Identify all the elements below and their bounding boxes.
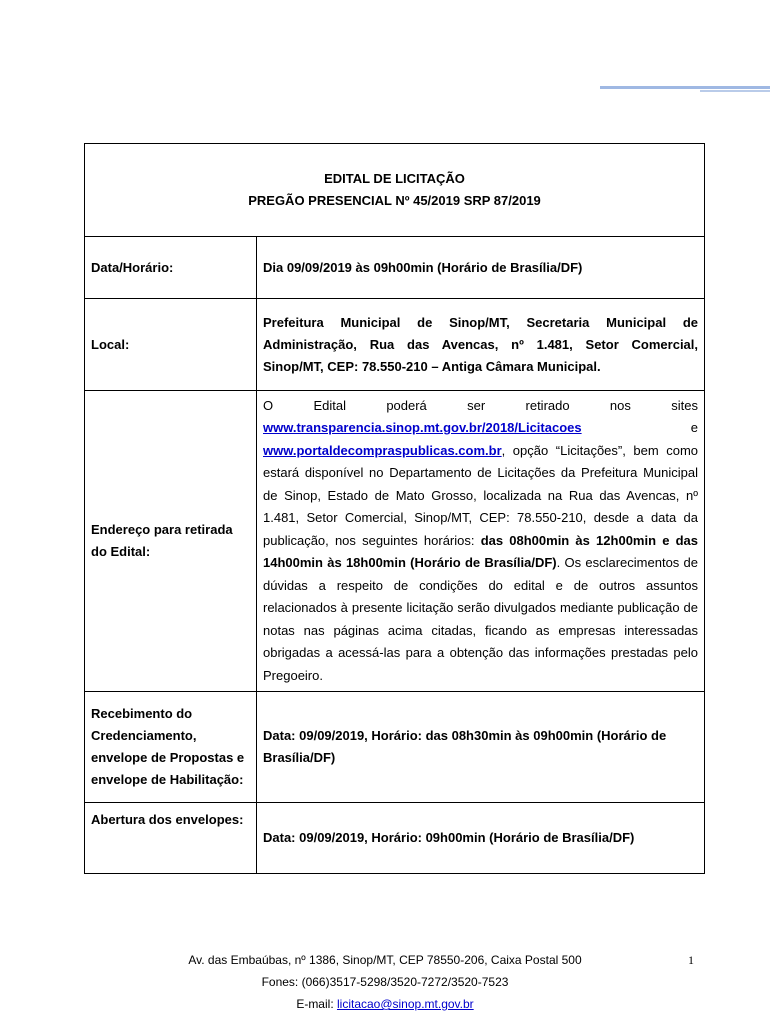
row-label-data-horario: Data/Horário: (85, 237, 257, 299)
document-subtitle: PREGÃO PRESENCIAL Nº 45/2019 SRP 87/2019 (248, 193, 541, 208)
row-label-recebimento: Recebimento do Credenciamento, envelope de Propostas e envelope de Habilitação: (85, 692, 257, 803)
table-row (85, 299, 705, 391)
table-row (85, 803, 705, 874)
endereco-text-part1: , opção “Licitações”, bem como estará disponível no Departamento de Licitações da Prefeitura Municipal de Sinop, Estado de Mato Grosso, localizada na Rua das Avencas, nº 1.481, Setor Comercial, Sinop/MT, CEP: 78.550-210, desde a data da publicação, nos seguintes horários: (263, 442, 699, 548)
transparencia-link[interactable]: www.transparencia.sinop.mt.gov.br/2018/Licitacoes (263, 420, 582, 436)
document-title: EDITAL DE LICITAÇÃO (324, 171, 465, 186)
word: ser (467, 397, 486, 413)
word: nos (609, 397, 631, 413)
table-row (85, 237, 705, 299)
word: poderá (386, 397, 427, 413)
portal-compras-link[interactable]: www.portaldecompraspublicas.com.br (263, 442, 502, 458)
table-header-row (85, 144, 705, 237)
row-label-endereco: Endereço para retirada do Edital: (85, 391, 257, 692)
footer-email-link[interactable]: licitacao@sinop.mt.gov.br (336, 997, 474, 1011)
row-label-local: Local: (85, 299, 257, 391)
row-value-data-horario: Dia 09/09/2019 às 09h00min (Horário de Brasília/DF) (257, 237, 705, 299)
footer-address: Av. das Embaúbas, nº 1386, Sinop/MT, CEP 78550-206, Caixa Postal 500 (188, 953, 582, 967)
page-number: 1 (688, 953, 694, 967)
word: O (263, 397, 274, 413)
table-row (85, 692, 705, 803)
endereco-link-line (263, 417, 698, 440)
word: retirado (525, 397, 570, 413)
word: e (690, 420, 699, 436)
endereco-first-line (263, 395, 698, 418)
row-value-recebimento: Data: 09/09/2019, Horário: das 08h30min às 09h00min (Horário de Brasília/DF) (257, 692, 705, 803)
edital-info-table (84, 143, 705, 874)
footer-email-label: E-mail: (296, 997, 337, 1011)
word: sites (671, 397, 698, 413)
endereco-hours: das 08h00min às 12h00min e das 14h00min às 18h00min (Horário de Brasília/DF) (263, 532, 699, 571)
document-title-cell (85, 144, 705, 237)
word: Edital (313, 397, 346, 413)
table-row (85, 391, 705, 692)
row-value-local: Prefeitura Municipal de Sinop/MT, Secretaria Municipal de Administração, Rua das Avencas, nº 1.481, Setor Comercial, Sinop/MT, CEP: 78.550-210 – Antiga Câmara Municipal. (257, 299, 705, 391)
row-value-abertura: Data: 09/09/2019, Horário: 09h00min (Horário de Brasília/DF) (257, 803, 705, 874)
endereco-body-text (263, 440, 698, 688)
header-decorative-stripe-thin (700, 90, 770, 92)
footer-phones: Fones: (066)3517-5298/3520-7272/3520-7523 (261, 975, 509, 989)
footer-email-line (0, 994, 770, 1015)
row-label-abertura: Abertura dos envelopes: (85, 803, 257, 874)
endereco-text-part2: . Os esclarecimentos de dúvidas a respeito de condições do edital e de outros assuntos relacionados à presente licitação serão divulgados mediante publicação de notas nas páginas acima citadas, ficando as empresas interessadas obrigadas a acessá-las para a obtenção das informações prestadas pelo Pregoeiro. (263, 555, 699, 683)
row-value-endereco (257, 391, 705, 692)
header-decorative-stripe (600, 86, 770, 89)
